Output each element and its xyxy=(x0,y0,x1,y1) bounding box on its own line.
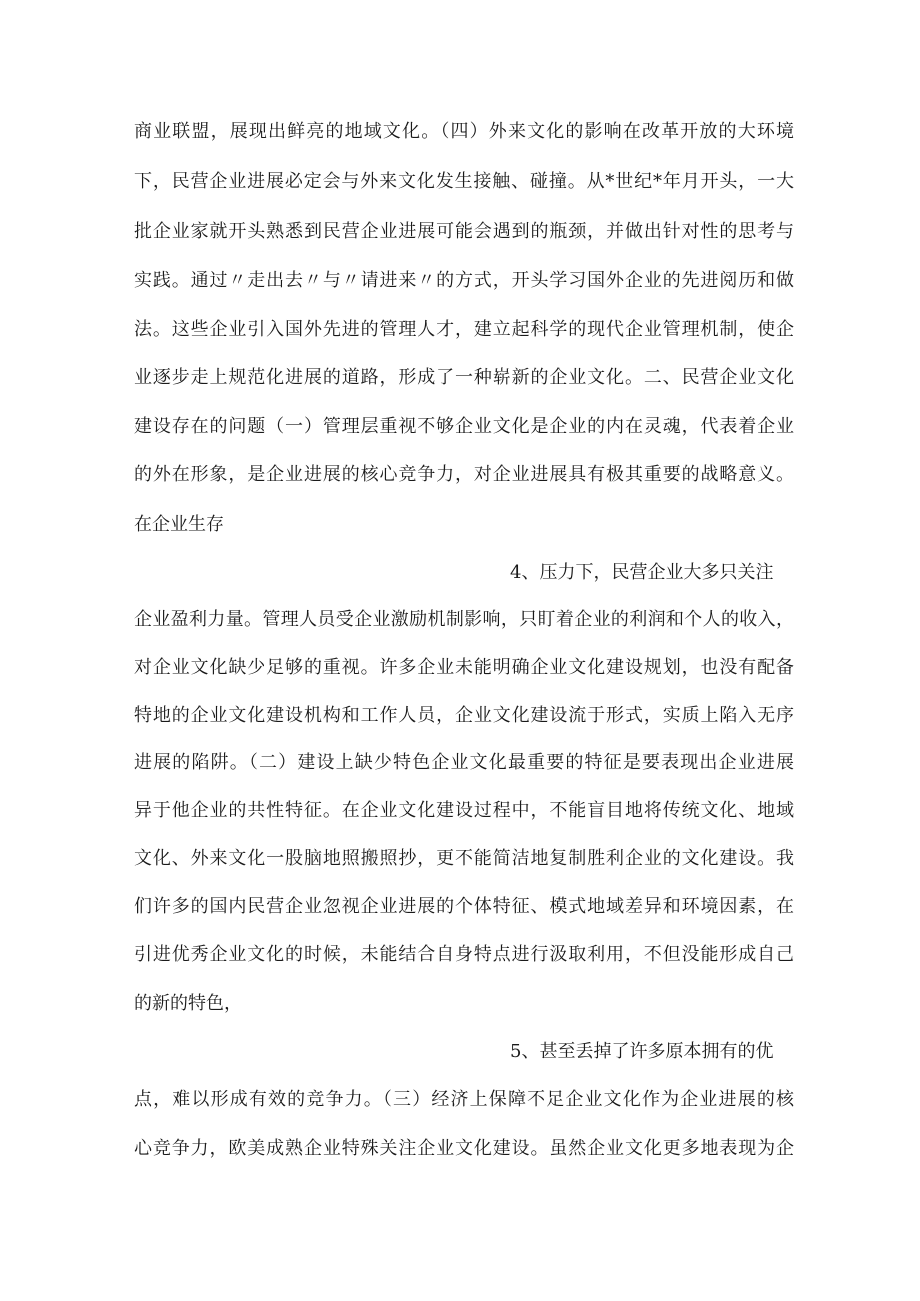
text-line: 对企业文化缺少足够的重视。许多企业未能明确企业文化建设规划，也没有配备 xyxy=(134,657,794,678)
text-line: 实践。通过〃走出去〃与〃请进来〃的方式，开头学习国外企业的先进阅历和做 xyxy=(134,270,794,291)
text-line: 心竞争力，欧美成熟企业特殊关注企业文化建设。虽然企业文化更多地表现为企 xyxy=(134,1138,794,1159)
text-line: 的外在形象，是企业进展的核心竞争力，对企业进展具有极其重要的战略意义。 xyxy=(134,464,794,485)
text-line: 异于他企业的共性特征。在企业文化建设过程中，不能盲目地将传统文化、地域 xyxy=(134,800,794,821)
text-line: 在企业生存 xyxy=(134,514,224,535)
text-line: 建设存在的问题（一）管理层重视不够企业文化是企业的内在灵魂，代表着企业 xyxy=(134,416,794,437)
text-line: 进展的陷阱。（二）建设上缺少特色企业文化最重要的特征是要表现出企业进展 xyxy=(134,752,794,773)
text-line: 批企业家就开头熟悉到民营企业进展可能会遇到的瓶颈，并做出针对性的思考与 xyxy=(134,221,794,242)
text-line: 商业联盟，展现出鲜亮的地域文化。（四）外来文化的影响在改革开放的大环境 xyxy=(134,121,794,142)
text-line: 点，难以形成有效的竞争力。（三）经济上保障不足企业文化作为企业进展的核 xyxy=(134,1089,794,1110)
text-line: 下，民营企业进展必定会与外来文化发生接触、碰撞。从*世纪*年月开头，一大 xyxy=(134,171,794,192)
text-line: 法。这些企业引入国外先进的管理人才，建立起科学的现代企业管理机制，使企 xyxy=(134,319,794,340)
section-number-line: 5、甚至丢掉了许多原本拥有的优 xyxy=(510,1041,774,1062)
text-line: 特地的企业文化建设机构和工作人员，企业文化建设流于形式，实质上陷入无序 xyxy=(134,705,794,726)
section-number-line: 4、压力下，民营企业大多只关注 xyxy=(510,562,774,583)
text-line: 业逐步走上规范化进展的道路，形成了一种崭新的企业文化。二、民营企业文化 xyxy=(134,367,794,388)
text-line: 企业盈利力量。管理人员受企业激励机制影响，只盯着企业的利润和个人的收入， xyxy=(134,609,794,630)
text-line: 们许多的国内民营企业忽视企业进展的个体特征、模式地域差异和环境因素，在 xyxy=(134,896,794,917)
text-line: 引进优秀企业文化的时候，未能结合自身特点进行汲取利用，不但没能形成自己 xyxy=(134,944,794,965)
text-line: 的新的特色， xyxy=(134,993,242,1014)
text-line: 文化、外来文化一股脑地照搬照抄，更不能简洁地复制胜利企业的文化建设。我 xyxy=(134,848,794,869)
